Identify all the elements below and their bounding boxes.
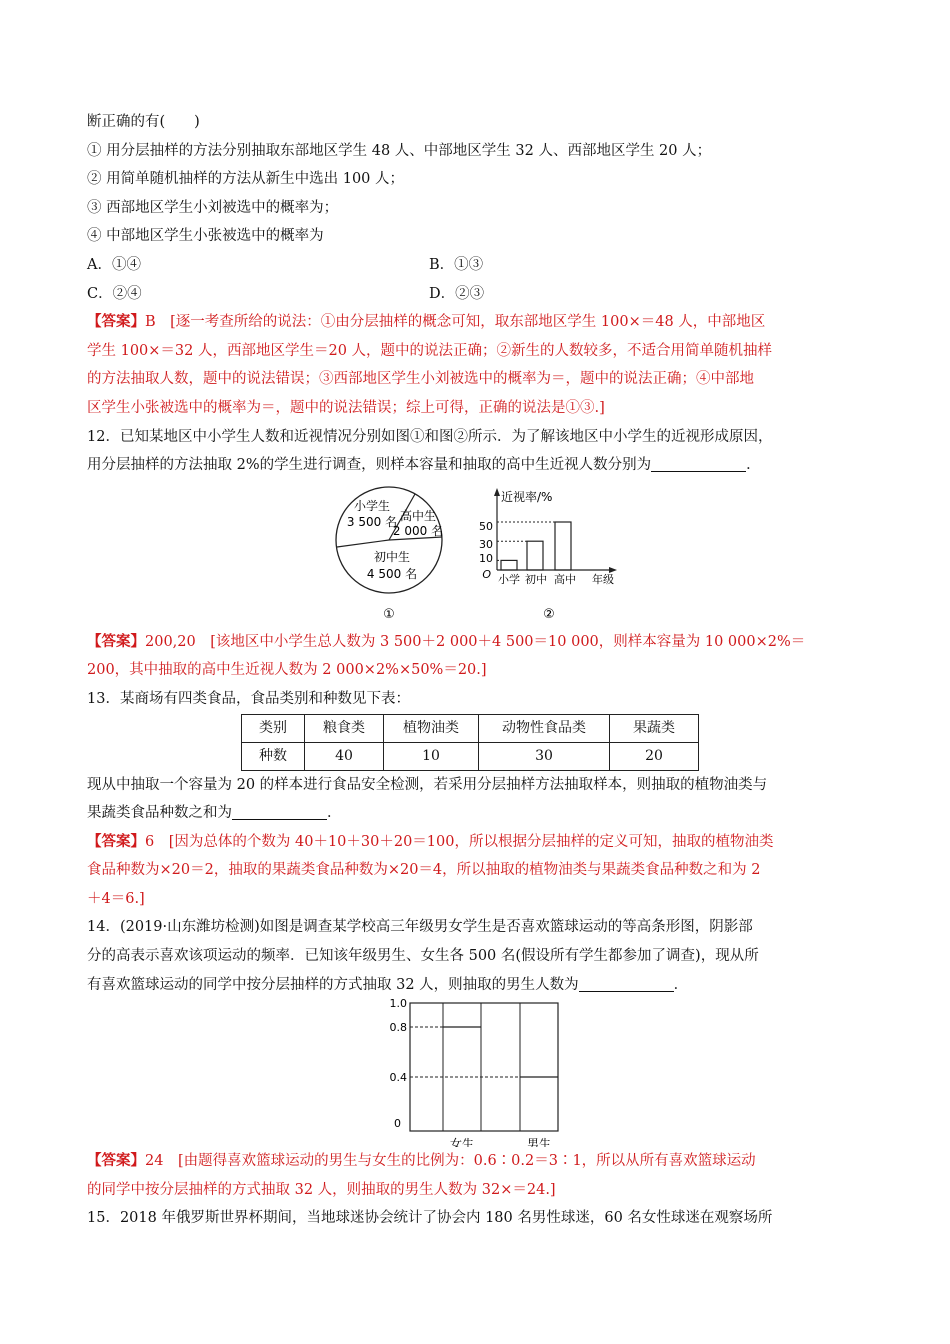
q12-answer-line-1: 200,20 [该地区中小学生总人数为 3 500＋2 000＋4 500＝10 000，则样本容量为 10 000×2%＝ bbox=[145, 633, 806, 650]
q11-answer-line-1: B [逐一考查所给的说法：①由分层抽样的概念可知，取东部地区学生 100×＝48 人，中部地区 bbox=[145, 314, 766, 331]
bar-xtick-high: 高中 bbox=[554, 572, 576, 586]
q14-figure bbox=[87, 999, 877, 1147]
q11-option-b: B．①③ bbox=[429, 256, 484, 273]
q14-stacked-chart bbox=[390, 999, 559, 1147]
q12-line-2: 用分层抽样的方法抽取 2%的学生进行调查，则样本容量和抽取的高中生近视人数分别为 bbox=[87, 457, 652, 474]
bar-ytick-10: 10 bbox=[479, 551, 493, 565]
answer-blank bbox=[579, 973, 674, 992]
ytick-1-0: 1.0 bbox=[389, 999, 407, 1011]
pie-caption: ① bbox=[383, 606, 395, 622]
q12-line-1: 12．已知某地区中小学生人数和近视情况分别如图①和图②所示．为了解该地区中小学生的近视形成原因， bbox=[87, 428, 773, 445]
bar-xtick-primary: 小学 bbox=[498, 572, 520, 586]
bar-caption: ② bbox=[543, 606, 555, 622]
table-row bbox=[242, 742, 699, 770]
q14-answer bbox=[87, 1147, 877, 1204]
table-cell: 果蔬类 bbox=[610, 714, 699, 742]
table-cell: 40 bbox=[305, 742, 384, 770]
bar-初中 bbox=[527, 541, 543, 570]
pie-value-high: 2 000 名 bbox=[392, 523, 444, 538]
q11-options-row-1 bbox=[87, 251, 877, 280]
q11-intro: 断正确的有( ) bbox=[87, 114, 200, 130]
bar-y-arrow bbox=[494, 488, 500, 496]
q14-figure-svg bbox=[87, 999, 877, 1147]
table-cell: 20 bbox=[610, 742, 699, 770]
q12-figures-svg bbox=[87, 482, 877, 628]
q11-answer bbox=[87, 308, 877, 422]
xtick-female: 女生 bbox=[449, 1137, 475, 1148]
q12-figures bbox=[87, 482, 877, 628]
q11-item-2: ② 用简单随机抽样的方法从新生中选出 100 人； bbox=[87, 171, 405, 188]
pie-label-primary: 小学生 bbox=[353, 498, 391, 513]
q11-answer-line-4: 区学生小张被选中的概率为＝，题中的说法错误；综上可得，正确的说法是①③.] bbox=[87, 399, 605, 416]
q11-options-row-2 bbox=[87, 280, 877, 309]
q12-pie-chart bbox=[336, 487, 443, 622]
bar-ytick-30: 30 bbox=[479, 537, 493, 551]
bar-小学 bbox=[501, 560, 517, 570]
ytick-0-4: 0.4 bbox=[389, 1071, 407, 1085]
answer-tag: 【答案】 bbox=[87, 1152, 145, 1170]
q13-answer-line-3: ＋4＝6.] bbox=[87, 890, 145, 907]
q12-answer bbox=[87, 628, 877, 685]
q14-answer-line-2: 的同学中按分层抽样的方式抽取 32 人，则抽取的男生人数为 32×＝24.] bbox=[87, 1181, 556, 1198]
answer-tag: 【答案】 bbox=[87, 832, 145, 850]
pie-label-high: 高中生 bbox=[399, 508, 437, 523]
q11-answer-line-3: 的方法抽取人数，题中的说法错误；③西部地区学生小刘被选中的概率为＝，题中的说法正确；④中部地 bbox=[87, 371, 754, 388]
q15-line: 15．2018 年俄罗斯世界杯期间，当地球迷协会统计了协会内 180 名男性球迷，60 名女性球迷在观察场所 bbox=[87, 1210, 773, 1227]
q11-option-d: D．②③ bbox=[429, 285, 485, 302]
answer-tag: 【答案】 bbox=[87, 632, 145, 650]
q14-line-3: 有喜欢篮球运动的同学中按分层抽样的方式抽取 32 人，则抽取的男生人数为 bbox=[87, 976, 579, 993]
bar-高中 bbox=[555, 522, 571, 570]
q13-line-2-end: ． bbox=[327, 805, 342, 822]
table-cell: 种数 bbox=[242, 742, 305, 770]
q13-table bbox=[241, 714, 699, 771]
q12-line-2-end: ． bbox=[746, 457, 761, 474]
answer-blank bbox=[651, 453, 746, 472]
table-cell: 动物性食品类 bbox=[479, 714, 610, 742]
q14-line-3-end: ． bbox=[673, 976, 689, 993]
xtick-male: 男生 bbox=[526, 1137, 552, 1148]
ytick-0: 0 bbox=[394, 1117, 401, 1131]
table-cell: 10 bbox=[384, 742, 479, 770]
answer-tag: 【答案】 bbox=[87, 313, 145, 331]
q11-option-a: A．①④ bbox=[87, 256, 141, 273]
q11-item-3: ③ 西部地区学生小刘被选中的概率为； bbox=[87, 199, 339, 216]
table-row bbox=[242, 714, 699, 742]
bar-xlabel: 年级 bbox=[592, 572, 614, 586]
bar-ylabel: 近视率/% bbox=[501, 489, 553, 504]
bar-origin: O bbox=[482, 567, 491, 581]
table-cell: 植物油类 bbox=[384, 714, 479, 742]
q13-answer-line-2: 食品种数为×20＝2，抽取的果蔬类食品种数为×20＝4，所以抽取的植物油类与果蔬类食品种数之和为 2 bbox=[87, 862, 761, 879]
q13-line-2: 果蔬类食品种数之和为 bbox=[87, 805, 232, 822]
q11-option-c: C．②④ bbox=[87, 285, 142, 302]
chart-frame bbox=[410, 1003, 558, 1131]
table-cell: 30 bbox=[479, 742, 610, 770]
document-page bbox=[87, 108, 877, 1233]
ytick-0-8: 0.8 bbox=[389, 1021, 407, 1035]
answer-blank bbox=[232, 801, 327, 820]
pie-label-middle: 初中生 bbox=[373, 549, 411, 564]
q12-answer-line-2: 200，其中抽取的高中生近视人数为 2 000×2%×50%＝20.] bbox=[87, 662, 487, 679]
q11-item-4: ④ 中部地区学生小张被选中的概率为 bbox=[87, 228, 324, 245]
q13-intro: 13．某商场有四类食品，食品类别和种数见下表： bbox=[87, 690, 410, 707]
bar-ytick-50: 50 bbox=[479, 519, 493, 533]
pie-divider-2 bbox=[337, 540, 389, 547]
q13-answer-line-1: 6 [因为总体的个数为 40＋10＋30＋20＝100，所以根据分层抽样的定义可知，抽取的植物油类 bbox=[145, 833, 774, 850]
q12-bar-chart bbox=[479, 488, 617, 622]
q14-line-2: 分的高表示喜欢该项运动的频率．已知该年级男生、女生各 500 名(假设所有学生都参加了调查)，现从所 bbox=[87, 948, 759, 965]
pie-value-primary: 3 500 名 bbox=[346, 514, 398, 529]
table-cell: 粮食类 bbox=[305, 714, 384, 742]
q14-line-1: 14．(2019·山东潍坊检测)如图是调查某学校高三年级男女学生是否喜欢篮球运动的等高条形图，阴影部 bbox=[87, 919, 753, 936]
pie-value-middle: 4 500 名 bbox=[366, 566, 418, 581]
q13-answer bbox=[87, 828, 877, 914]
q11-answer-line-2: 学生 100×＝32 人，西部地区学生＝20 人，题中的说法正确；②新生的人数较多，不适合用简单随机抽样 bbox=[87, 342, 773, 359]
q14-answer-line-1: 24 [由题得喜欢篮球运动的男生与女生的比例为：0.6∶0.2＝3∶1，所以从所有喜欢篮球运动 bbox=[145, 1153, 756, 1170]
q13-line-1: 现从中抽取一个容量为 20 的样本进行食品安全检测，若采用分层抽样方法抽取样本，则抽取的植物油类与 bbox=[87, 776, 768, 793]
table-cell: 类别 bbox=[242, 714, 305, 742]
q11-item-1: ① 用分层抽样的方法分别抽取东部地区学生 48 人、中部地区学生 32 人、西部地区学生 20 人； bbox=[87, 142, 712, 159]
bar-xtick-middle: 初中 bbox=[525, 572, 547, 586]
bar-series bbox=[497, 522, 571, 570]
